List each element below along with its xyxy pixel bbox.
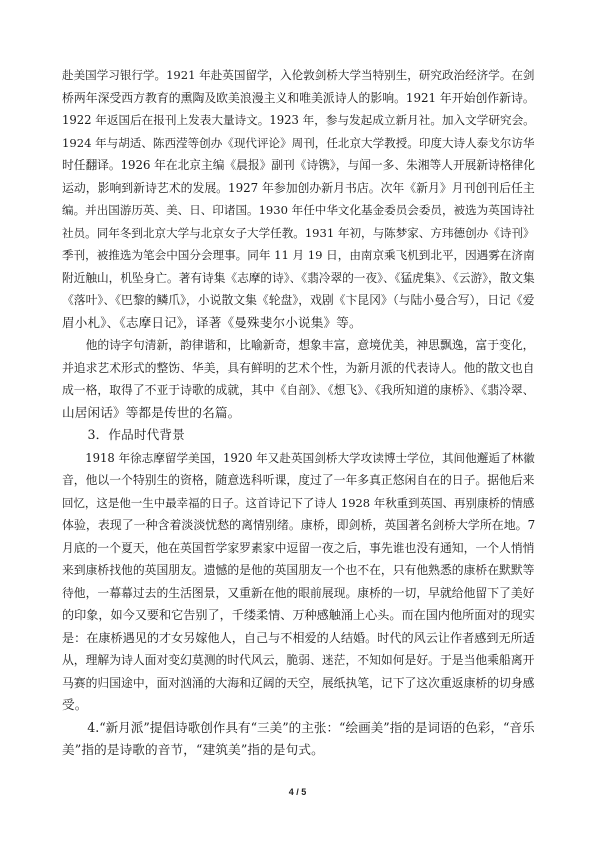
text-line: 美”指的是诗歌的音节，“建筑美”指的是句式。: [62, 742, 324, 757]
text-line: 山居闲话》等都是传世的名篇。: [62, 404, 241, 420]
text-line: 他的诗字句清新，韵律谐和，比喻新奇，想象丰富，意境优美，神思飘逸，富于变化，: [62, 338, 535, 352]
text-line: 3．作品时代背景: [62, 427, 185, 442]
text-line: 4.“新月派”提倡诗歌创作具有“三美”的主张：“绘画美”指的是词语的色彩，“音乐: [62, 719, 535, 735]
text-line: 来到康桥找他的英国朋友。遗憾的是他的英国朋友一个也不在，只有他熟悉的康桥在默默等: [62, 563, 535, 577]
text-line: 待他，一幕幕过去的生活图景，又重新在他的眼前展现。康桥的一切，早就给他留下了美好: [62, 585, 535, 600]
page-number: 4 / 5: [288, 787, 307, 797]
text-line: 从，理解为诗人面对变幻莫测的时代风云，脆弱、迷茫，不知如何是好。于是当他乘船离开: [62, 653, 535, 667]
text-line: 编。并出国游历英、美、日、印诸国。1930 年任中华文化基金委员会委员，被选为英国诗社: [62, 203, 535, 217]
text-line: 季刊，被推选为笔会中国分会理事。同年 11 月 19 日，由南京乘飞机到北平，因遇雾在济南: [62, 248, 535, 262]
text-line: 运动，影响到新诗艺术的发展。1927 年参加创办新月书店。次年《新月》月刊创刊后任主: [62, 180, 535, 195]
text-line: 月底的一个夏天，他在英国哲学家罗素家中逗留一夜之后，事先谁也没有通知，一个人悄悄: [62, 540, 535, 555]
text-line: 附近触山，机坠身亡。著有诗集《志摩的诗》、《翡冷翠的一夜》、《猛虎集》、《云游》，散文集: [62, 270, 535, 285]
text-line: 桥两年深受西方教育的熏陶及欧美浪漫主义和唯美派诗人的影响。1921 年开始创作新诗。: [62, 90, 535, 105]
text-line: 眉小札》、《志摩日记》，译著《曼殊斐尔小说集》等。: [62, 314, 362, 330]
text-line: 1918 年徐志摩留学美国，1920 年又赴英国剑桥大学攻读博士学位，其间他邂逅了林徽: [62, 450, 535, 465]
text-line: 受。: [62, 697, 88, 712]
text-line: 成一格，取得了不亚于诗歌的成就，其中《自剖》、《想飞》、《我所知道的康桥》、《翡冷翠、: [62, 383, 535, 397]
body-text: [62, 64, 537, 762]
text-line: 音，他以一个特别生的资格，随意选科听课，度过了一年多真正悠闲自在的日子。据他后来: [62, 473, 535, 487]
text-line: 1922 年返国后在报刊上发表大量诗文。1923 年，参与发起成立新月社。加入文学研究会。: [62, 113, 535, 127]
text-line: 赴美国学习银行学。1921 年赴英国留学，入伦敦剑桥大学当特别生，研究政治经济学。在剑: [62, 68, 535, 82]
text-line: 是：在康桥遇见的才女另嫁他人，自己与不相爱的人结婚。时代的风云让作者感到无所适: [62, 630, 535, 645]
text-line: 社员。同年冬到北京大学与北京女子大学任教。1931 年初，与陈梦家、方玮德创办《诗刊》: [62, 225, 535, 240]
text-line: 体验，表现了一种含着淡淡忧愁的离情别绪。康桥，即剑桥，英国著名剑桥大学所在地。7: [62, 518, 536, 532]
text-line: 马赛的归国途中，面对汹涌的大海和辽阔的天空，展纸执笔，记下了这次重返康桥的切身感: [62, 675, 535, 690]
text-line: 《落叶》、《巴黎的鳞爪》，小说散文集《轮盘》，戏剧《卞昆冈》（与陆小曼合写），日记《爱: [62, 293, 535, 307]
text-line: 回忆，这是他一生中最幸福的日子。这首诗记下了诗人 1928 年秋重到英国、再别康桥的情感: [62, 495, 535, 510]
text-line: 时任翻译。1926 年在北京主编《晨报》副刊《诗镌》，与闻一多、朱湘等人开展新诗格律化: [62, 158, 535, 172]
text-line: 并追求艺术形式的整饬、华美，具有鲜明的艺术个性，为新月派的代表诗人。他的散文也自: [62, 360, 535, 375]
text-line: 1924 年与胡适、陈西滢等创办《现代评论》周刊，任北京大学教授。印度大诗人泰戈尔访华: [62, 135, 535, 150]
text-line: 的印象，如今又要和它告别了，千缕柔情、万种感触涌上心头。而在国内他所面对的现实: [62, 608, 535, 622]
